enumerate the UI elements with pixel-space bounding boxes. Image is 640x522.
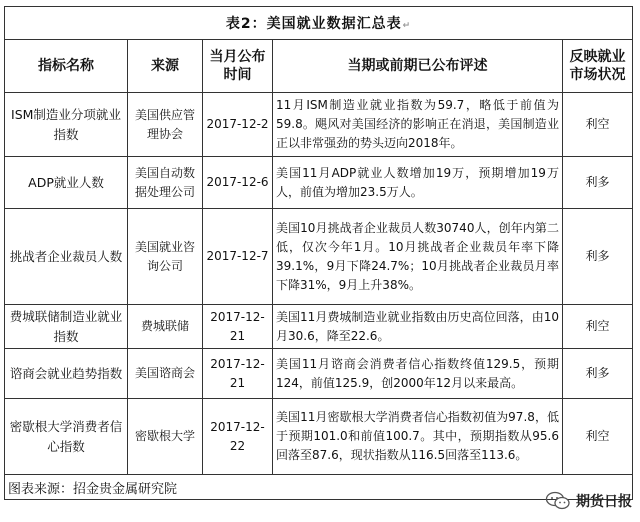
indicator-source: 密歇根大学 — [128, 399, 203, 475]
wechat-icon — [545, 491, 571, 511]
commentary: 美国11月谘商会消费者信心指数终值129.5，预期124，前值125.9，创2000年12月以来最高。 — [273, 349, 563, 399]
publish-date: 2017-12-2 — [203, 93, 273, 157]
market-reaction: 利空 — [563, 305, 633, 349]
commentary: 美国11月费城制造业就业指数由历史高位回落，由10月30.6，降至22.6。 — [273, 305, 563, 349]
indicator-name: 费城联储制造业就业指数 — [5, 305, 128, 349]
market-reaction: 利空 — [563, 399, 633, 475]
source-row — [5, 475, 633, 500]
table-row — [5, 157, 633, 209]
indicator-source: 美国就业咨询公司 — [128, 209, 203, 305]
watermark-text: 期货日报 — [576, 494, 632, 510]
indicator-name: ISM制造业分项就业指数 — [5, 93, 128, 157]
paragraph-mark: ↵ — [402, 21, 412, 31]
commentary: 美国11月密歇根大学消费者信心指数初值为97.8，低于预期101.0和前值100.7。其中，预期指数从95.6回落至87.6，现状指数从116.5回落至113.6。 — [273, 399, 563, 475]
table-title — [5, 7, 633, 40]
header-source: 来源 — [128, 40, 203, 93]
market-reaction: 利多 — [563, 209, 633, 305]
indicator-source: 美国供应管理协会 — [128, 93, 203, 157]
header-date: 当月公布时间 — [203, 40, 273, 93]
commentary: 美国10月挑战者企业裁员人数30740人，创年内第二低，仅次今年1月。10月挑战者企业裁员年率下降39.1%，9月下降24.7%；10月挑战者企业裁员月率下降31%，9月上升38%。 — [273, 209, 563, 305]
indicator-name: 密歇根大学消费者信心指数 — [5, 399, 128, 475]
table-row — [5, 305, 633, 349]
indicator-source: 费城联储 — [128, 305, 203, 349]
employment-data-table — [4, 6, 633, 500]
publish-date: 2017-12-7 — [203, 209, 273, 305]
title-row — [5, 7, 633, 40]
market-reaction: 利空 — [563, 93, 633, 157]
indicator-name: 挑战者企业裁员人数 — [5, 209, 128, 305]
commentary: 11月ISM制造业就业指数为59.7，略低于前值为59.8。飓风对美国经济的影响正在消退，美国制造业正以非常强劲的势头迈向2018年。 — [273, 93, 563, 157]
header-comment: 当期或前期已公布评述 — [273, 40, 563, 93]
indicator-name: ADP就业人数 — [5, 157, 128, 209]
commentary: 美国11月ADP就业人数增加19万，预期增加19万人，前值为增加23.5万人。 — [273, 157, 563, 209]
header-name: 指标名称 — [5, 40, 128, 93]
watermark — [545, 491, 632, 511]
table-row — [5, 93, 633, 157]
publish-date: 2017-12-21 — [203, 305, 273, 349]
indicator-source: 美国谘商会 — [128, 349, 203, 399]
market-reaction: 利多 — [563, 157, 633, 209]
table-row — [5, 399, 633, 475]
table-row — [5, 349, 633, 399]
header-reaction: 反映就业市场状况 — [563, 40, 633, 93]
indicator-name: 谘商会就业趋势指数 — [5, 349, 128, 399]
publish-date: 2017-12-21 — [203, 349, 273, 399]
chart-source: 图表来源：招金贵金属研究院 — [5, 475, 633, 500]
publish-date: 2017-12-6 — [203, 157, 273, 209]
table-row — [5, 209, 633, 305]
market-reaction: 利多 — [563, 349, 633, 399]
indicator-source: 美国自动数据处理公司 — [128, 157, 203, 209]
header-row — [5, 40, 633, 93]
table-title-text: 表2：美国就业数据汇总表 — [225, 16, 402, 32]
publish-date: 2017-12-22 — [203, 399, 273, 475]
